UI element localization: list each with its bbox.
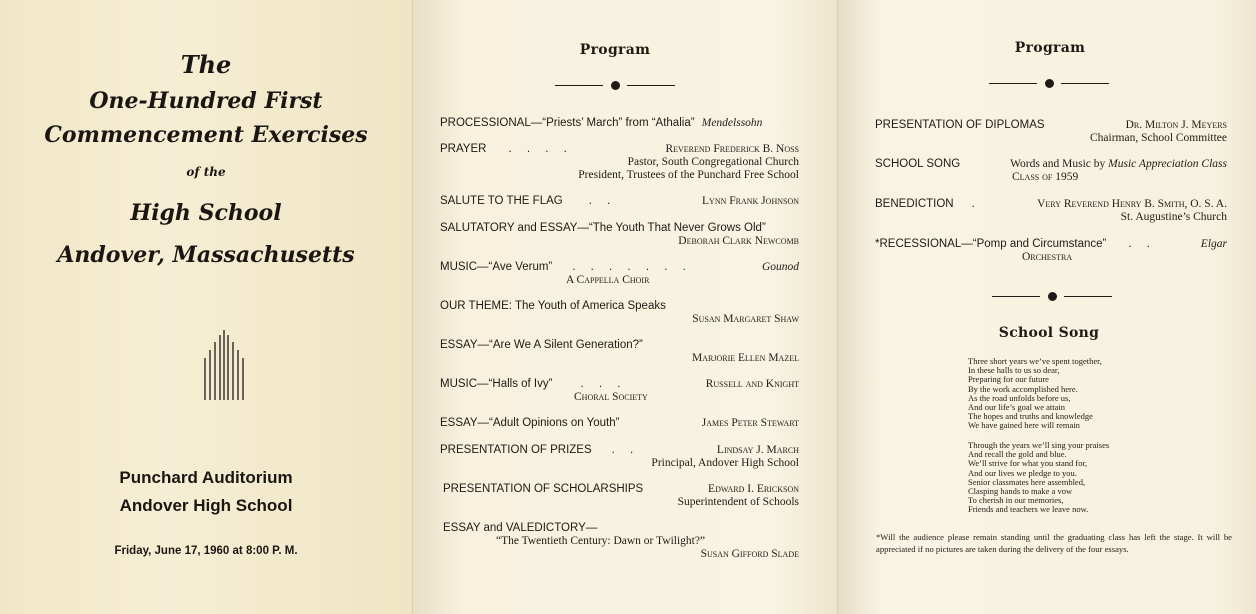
divider-2 [989, 78, 1109, 88]
program-page-2 [837, 0, 1256, 614]
item-theme-speaker: Susan Margaret Shaw [692, 313, 799, 325]
cover-town: Andover, Massachusetts [57, 242, 355, 268]
item-diplomas-speaker: Dr. Milton J. Meyers [1125, 119, 1227, 131]
organ-pipes-icon [203, 328, 245, 400]
item-benediction-title: BENEDICTION . [875, 198, 975, 210]
item-recessional-title: *RECESSIONAL—“Pomp and Circumstance” . . [875, 238, 1156, 250]
item-scholarships-role: Superintendent of Schools [677, 496, 799, 508]
cover-title-the: The [180, 50, 232, 79]
item-song-class: Class of 1959 [1012, 171, 1079, 183]
item-valedictory-speaker: Susan Gifford Slade [700, 548, 799, 560]
divider-1 [555, 80, 675, 90]
item-recessional-performer: Orchestra [1022, 251, 1073, 263]
cover-panel [0, 0, 412, 614]
item-prayer-role2: President, Trustees of the Punchard Free School [578, 169, 799, 181]
venue-line1: Punchard Auditorium [119, 468, 293, 487]
item-salutatory-speaker: Deborah Clark Newcomb [678, 235, 799, 247]
item-valedictory-essay: “The Twentieth Century: Dawn or Twilight?” [496, 535, 706, 547]
audience-footnote: *Will the audience please remain standing until the graduating class has left the stage. It will be appreciated if no pictures are taken during the delivery of the four essays. [876, 532, 1232, 554]
item-song-title: SCHOOL SONG [875, 158, 961, 170]
song-verse-2: Through the years we’ll sing your praises And recall the gold and blue. We’ll strive for what you stand for, And our lives we pledge to you. Senior classmates here assembled, Clasping hands to make a vow To cherish in our memories, Friends and teachers we leave now. [968, 440, 1110, 515]
divider-3 [992, 291, 1112, 301]
item-music2-performer: Choral Society [574, 391, 648, 403]
item-diplomas-title: PRESENTATION OF DIPLOMAS [875, 119, 1045, 131]
item-music2-composer: Russell and Knight [705, 378, 799, 390]
item-essay1-speaker: Marjorie Ellen Mazel [692, 352, 799, 364]
item-music1-composer: Gounod [761, 261, 799, 273]
item-scholarships-speaker: Edward I. Erickson [708, 483, 799, 495]
item-prizes-role: Principal, Andover High School [651, 457, 799, 469]
event-date: Friday, June 17, 1960 at 8:00 P. M. [114, 545, 298, 557]
program-heading-1: Program [579, 42, 651, 58]
cover-school: High School [130, 200, 282, 226]
cover-title-line3: Commencement Exercises [44, 122, 368, 148]
item-prayer-title: PRAYER . . . . [440, 143, 573, 155]
item-benediction-speaker: Very Reverend Henry B. Smith, O. S. A. [1037, 198, 1227, 210]
item-music1-title: MUSIC—“Ave Verum” . . . . . . . [440, 261, 692, 273]
item-salute-speaker: Lynn Frank Johnson [702, 195, 799, 207]
program-heading-2: Program [1014, 40, 1086, 56]
item-recessional-composer: Elgar [1200, 238, 1227, 250]
item-valedictory-title: ESSAY and VALEDICTORY— [443, 522, 598, 534]
venue-line2: Andover High School [119, 496, 293, 515]
cover-title-line2: One-Hundred First [89, 88, 323, 114]
item-theme-title: OUR THEME: The Youth of America Speaks [440, 300, 666, 312]
item-salutatory-title: SALUTATORY and ESSAY—“The Youth That Never Grows Old” [440, 222, 766, 234]
item-prizes-title: PRESENTATION OF PRIZES . . [440, 444, 640, 456]
school-song-heading: School Song [998, 325, 1100, 341]
cover-of-the: of the [186, 165, 226, 179]
item-essay2-speaker: James Peter Stewart [701, 417, 799, 429]
item-prizes-speaker: Lindsay J. March [716, 444, 799, 456]
item-essay1-title: ESSAY—“Are We A Silent Generation?” [440, 339, 643, 351]
item-diplomas-role: Chairman, School Committee [1089, 132, 1227, 144]
item-prayer-speaker: Reverend Frederick B. Noss [665, 143, 799, 155]
item-music2-title: MUSIC—“Halls of Ivy” . . . [440, 378, 627, 390]
item-salute-title: SALUTE TO THE FLAG . . [440, 195, 617, 207]
item-processional: PROCESSIONAL—“Priests’ March” from “Athalia” Mendelssohn [440, 117, 763, 129]
item-essay2-title: ESSAY—“Adult Opinions on Youth” [440, 417, 620, 429]
item-scholarships-title: PRESENTATION OF SCHOLARSHIPS [443, 483, 644, 495]
item-benediction-role: St. Augustine’s Church [1120, 211, 1227, 223]
item-prayer-role1: Pastor, South Congregational Church [627, 156, 799, 168]
song-verse-1: Three short years we’ve spent together, In these halls to us so dear, Preparing for our future By the work accomplished here. As the road unfolds before us, And our life’s goal we attain The hopes and truths and knowledge We have gained here will remain [968, 356, 1102, 431]
item-music1-performer: A Cappella Choir [566, 274, 650, 286]
item-song-credit: Words and Music by Music Appreciation Class [1010, 158, 1227, 170]
